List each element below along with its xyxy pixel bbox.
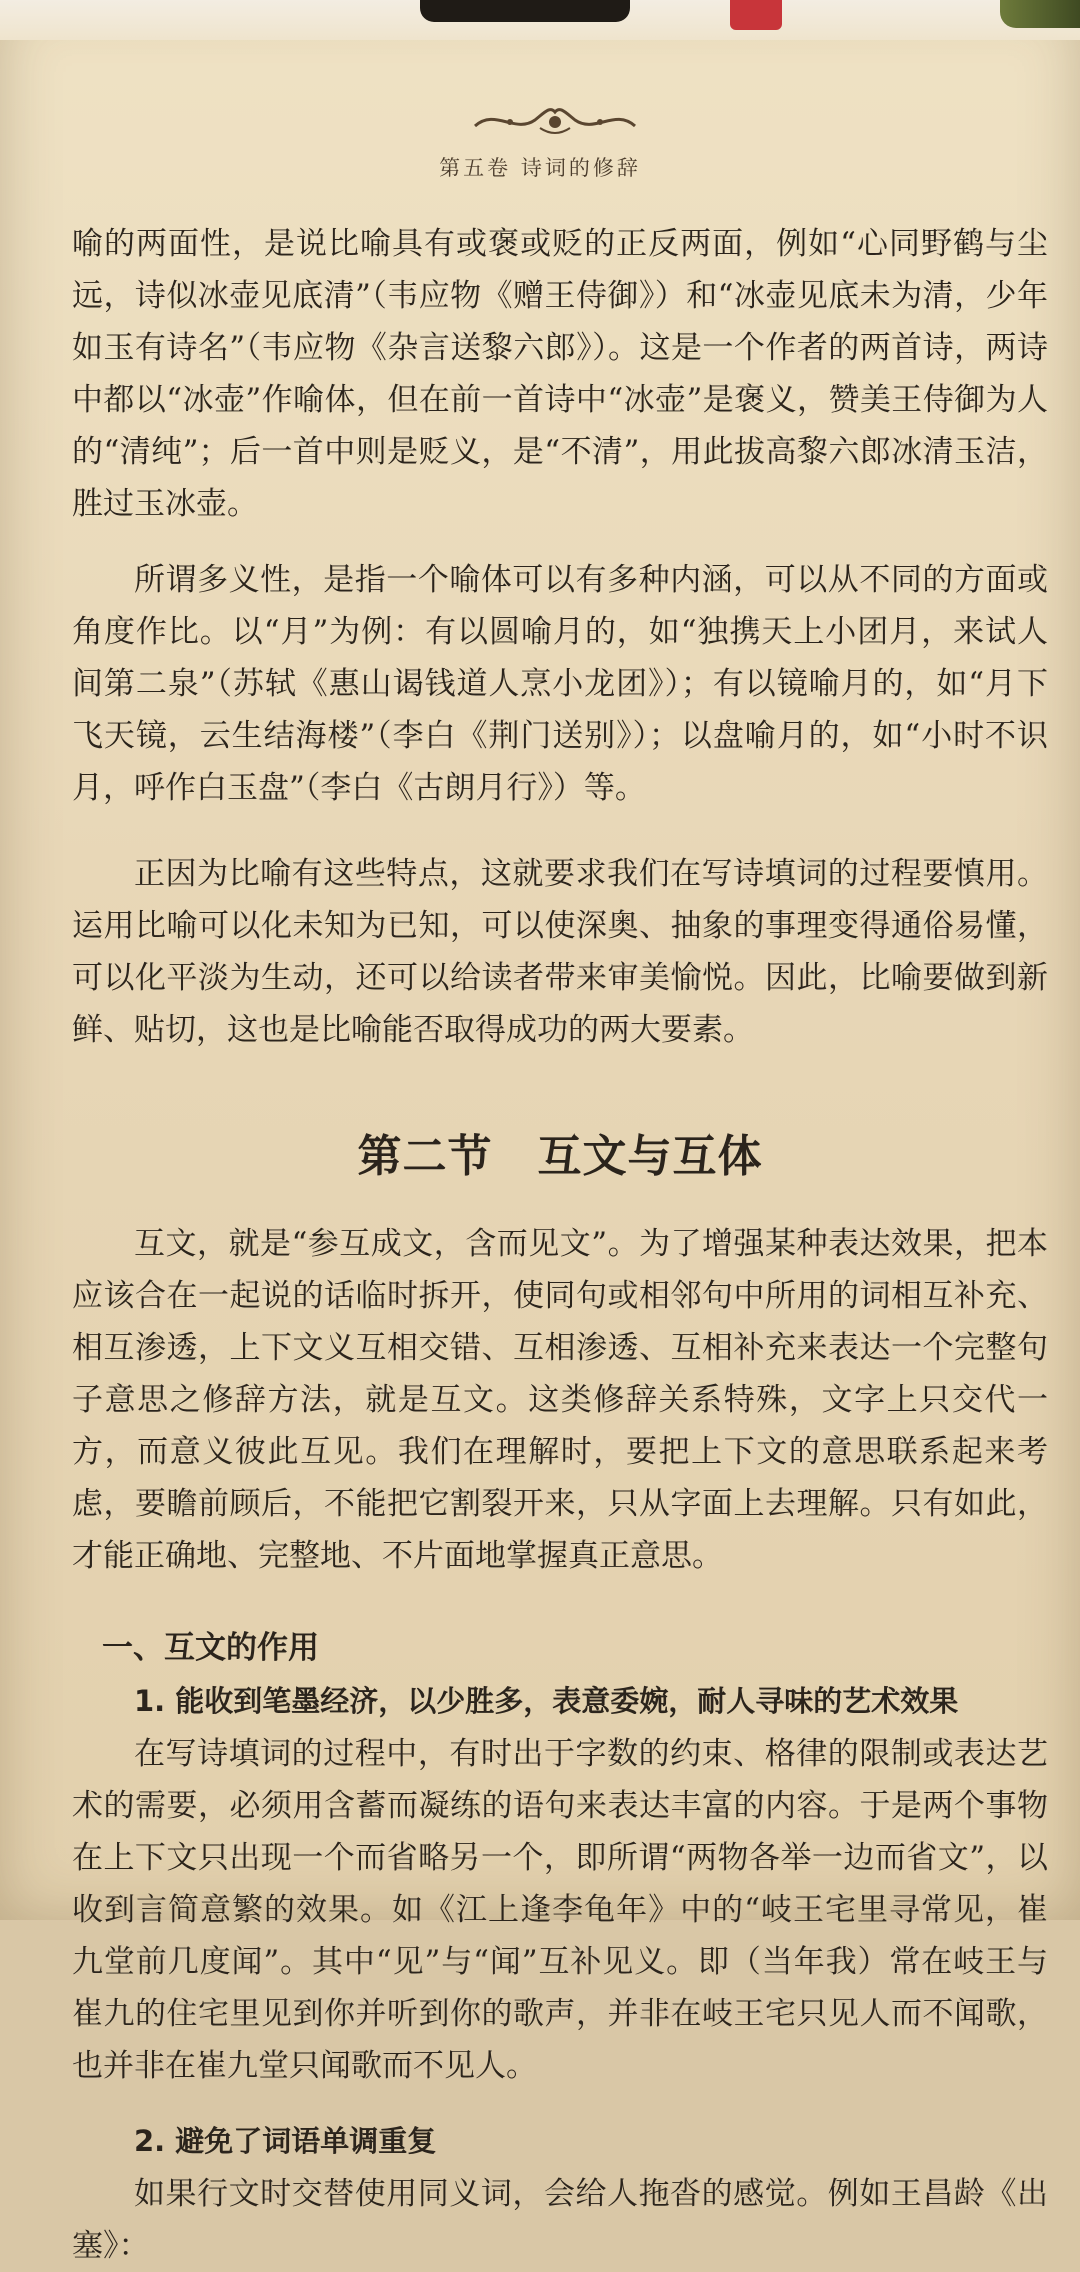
item-1-text: 在写诗填词的过程中，有时出于字数的约束、格律的限制或表达艺术的需要，必须用含蓄而凝练的语句来表达丰富的内容。于是两个事物在上下文只出现一个而省略另一个，即所谓“两物各举一边而省文”，以收到言简意繁的效果。如《江上逢李龟年》中的“岐王宅里寻常见，崔九堂前几度闻”。其中“见”与“闻”互补见义。即（当年我）常在岐王与崔九的住宅里见到你并听到你的歌声，并非在岐王宅只见人而不闻歌，也并非在崔九堂只闻歌而不见人。 [72, 1736, 1048, 2084]
item-2-title: 2. 避免了词语单调重复 [134, 2124, 437, 2158]
paragraph-section-1: 互文，就是“参互成文，含而见文”。为了增强某种表达效果，把本应该合在一起说的话临时拆开，使同句或相邻句中所用的词相互补充、相互渗透，上下文义互相交错、互相渗透、互相补充来表达一个完整句子意思之修辞方法，就是互文。这类修辞关系特殊，文字上只交代一方，而意义彼此互见。我们在理解时，要把上下文的意思联系起来考虑，要瞻前顾后，不能把它割裂开来，只从字面上去理解。只有如此，才能正确地、完整地、不片面地掌握真正意思。 [72, 1226, 1048, 1574]
item-1-title: 1. 能收到笔墨经济，以少胜多，表意委婉，耐人寻味的艺术效果 [134, 1684, 959, 1718]
item-2-text: 如果行文时交替使用同义词，会给人拖沓的感觉。例如王昌龄《出塞》： [72, 2176, 1048, 2264]
top-calligraphy-art [420, 0, 630, 22]
top-right-art [1000, 0, 1080, 28]
subheading-function: 一、互文的作用 [102, 1630, 319, 1666]
header-ornament-icon [470, 98, 640, 138]
paragraph-intro-3: 正因为比喻有这些特点，这就要求我们在写诗填词的过程要慎用。运用比喻可以化未知为已知，可以使深奥、抽象的事理变得通俗易懂，可以化平淡为生动，还可以给读者带来审美愉悦。因此，比喻要做到新鲜、贴切，这也是比喻能否取得成功的两大要素。 [72, 856, 1048, 1048]
paragraph-intro-2: 所谓多义性，是指一个喻体可以有多种内涵，可以从不同的方面或角度作比。以“月”为例：有以圆喻月的，如“独携天上小团月，来试人间第二泉”（苏轼《惠山谒钱道人烹小龙团》）；有以镜喻月的，如“月下飞天镜，云生结海楼”（李白《荆门送别》）；以盘喻月的，如“小时不识月，呼作白玉盘”（李白《古朗月行》）等。 [72, 562, 1048, 806]
section-title: 第二节 互文与互体 [357, 1131, 763, 1182]
running-head: 第五卷 诗词的修辞 [439, 156, 641, 180]
top-red-seal [730, 0, 782, 30]
paragraph-intro-1: 喻的两面性，是说比喻具有或褒或贬的正反两面，例如“心同野鹤与尘远，诗似冰壶见底清”（韦应物《赠王侍御》）和“冰壶见底未为清，少年如玉有诗名”（韦应物《杂言送黎六郎》）。这是一个作者的两首诗，两诗中都以“冰壶”作喻体，但在前一首诗中“冰壶”是褒义，赞美王侍御为人的“清纯”；后一首中则是贬义，是“不清”，用此拔高黎六郎冰清玉洁，胜过玉冰壶。 [72, 226, 1048, 522]
page-content [72, 218, 1048, 2272]
